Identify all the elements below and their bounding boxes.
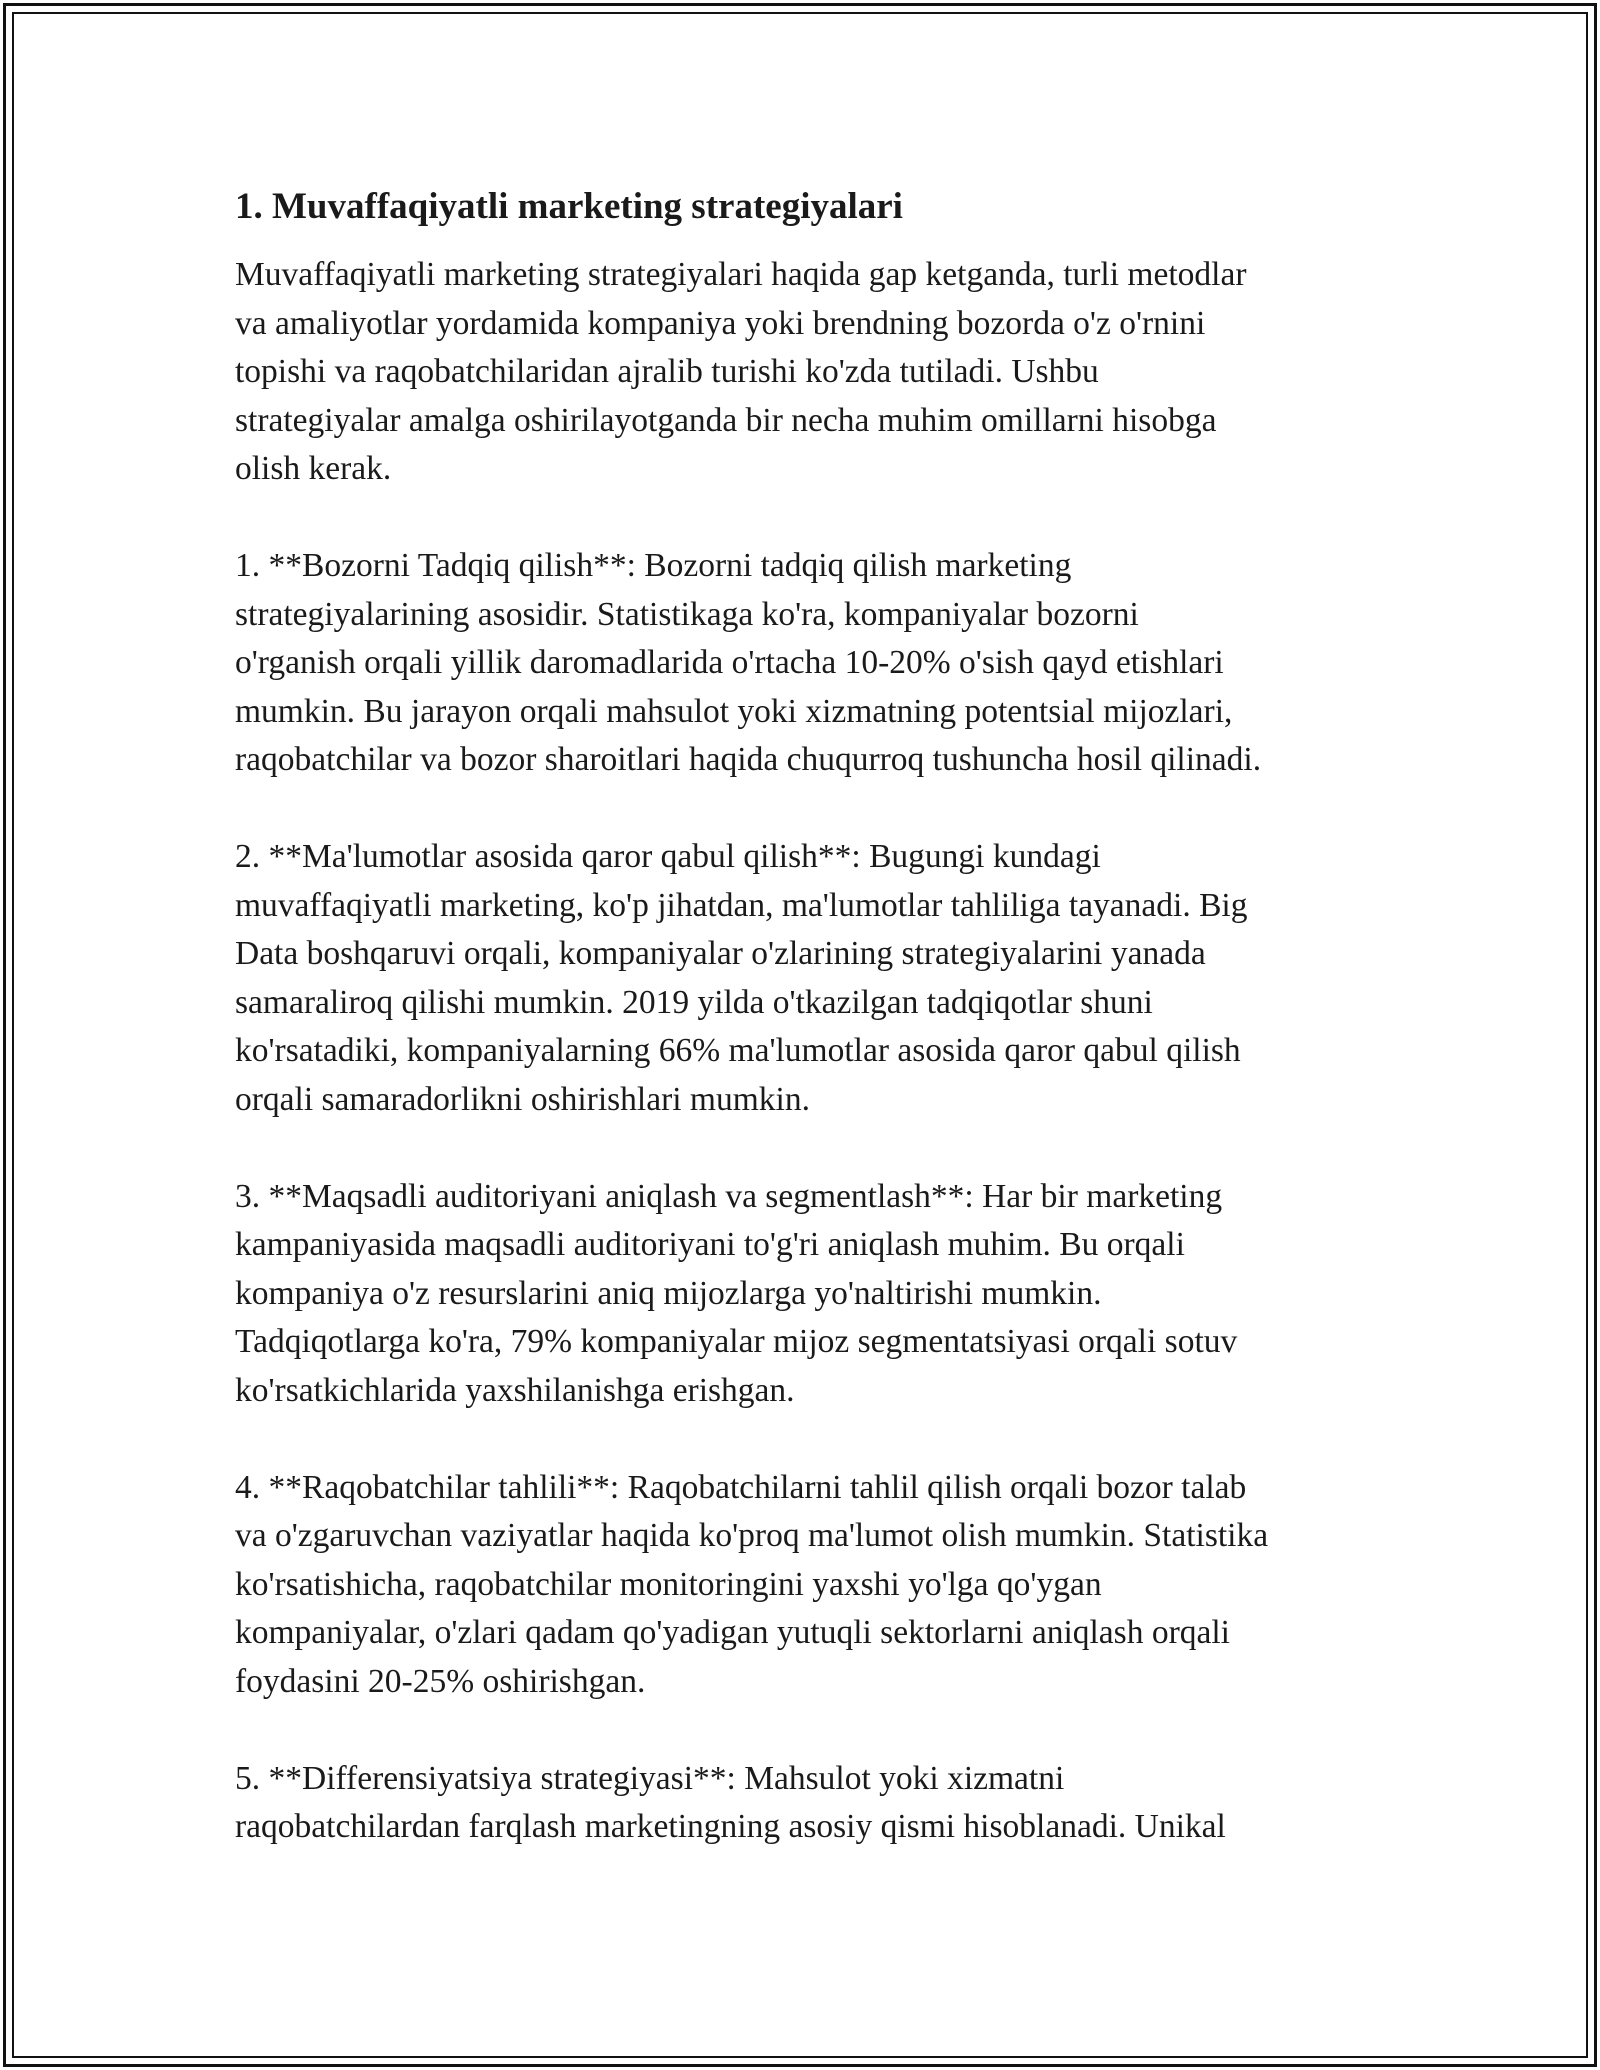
text-line: topishi va raqobatchilaridan ajralib turishi ko'zda tutiladi. Ushbu (235, 353, 1099, 390)
text-line: muvaffaqiyatli marketing, ko'p jihatdan, ma'lumotlar tahliliga tayanadi. Big (235, 886, 1248, 924)
text-line: 2. **Ma'lumotlar asosida qaror qabul qilish**: Bugungi kundagi (235, 838, 1101, 875)
paragraph-item-2 (235, 833, 1390, 1124)
text-line: strategiyalar amalga oshirilayotganda bir necha muhim omillarni hisobga (235, 401, 1217, 439)
text-line: 3. **Maqsadli auditoriyani aniqlash va segmentlash**: Har bir marketing (235, 1177, 1223, 1215)
text-line: kampaniyasida maqsadli auditoriyani to'g'ri aniqlash muhim. Bu orqali (235, 1226, 1185, 1263)
text-line: o'rganish orqali yillik daromadlarida o'rtacha 10-20% o'sish qayd etishlari (235, 644, 1224, 681)
text-line: foydasini 20-25% oshirishgan. (235, 1662, 646, 1700)
text-line: 5. **Differensiyatsiya strategiyasi**: Mahsulot yoki xizmatni (235, 1759, 1065, 1797)
text-line: kompaniya o'z resurslarini aniq mijozlarga yo'naltirishi mumkin. (235, 1274, 1102, 1312)
text-line: ko'rsatishicha, raqobatchilar monitoringini yaxshi yo'lga qo'ygan (235, 1565, 1102, 1603)
document-title: 1. Muvaffaqiyatli marketing strategiyalari (235, 186, 903, 227)
paragraph-intro (235, 251, 1390, 494)
text-line: raqobatchilar va bozor sharoitlari haqida chuqurroq tushuncha hosil qilinadi. (235, 741, 1262, 778)
text-line: va o'zgaruvchan vaziyatlar haqida ko'proq ma'lumot olish mumkin. Statistika (235, 1517, 1269, 1554)
text-line: samaraliroq qilishi mumkin. 2019 yilda o'tkazilgan tadqiqotlar shuni (235, 983, 1153, 1021)
text-line: Data boshqaruvi orqali, kompaniyalar o'zlarining strategiyalarini yanada (235, 935, 1206, 972)
paragraph-item-1 (235, 542, 1390, 785)
document-body (235, 183, 1390, 1900)
paragraph-item-4 (235, 1464, 1390, 1707)
text-line: ko'rsatkichlarida yaxshilanishga erishgan. (235, 1371, 795, 1409)
text-line: va amaliyotlar yordamida kompaniya yoki brendning bozorda o'z o'rnini (235, 304, 1206, 342)
text-line: 1. **Bozorni Tadqiq qilish**: Bozorni tadqiq qilish marketing (235, 547, 1072, 584)
text-line: raqobatchilardan farqlash marketingning asosiy qismi hisoblanadi. Unikal (235, 1808, 1226, 1845)
text-line: strategiyalarining asosidir. Statistikaga ko'ra, kompaniyalar bozorni (235, 595, 1139, 633)
text-line: Tadqiqotlarga ko'ra, 79% kompaniyalar mijoz segmentatsiyasi orqali sotuv (235, 1323, 1238, 1360)
paragraph-item-5 (235, 1755, 1390, 1852)
text-line: mumkin. Bu jarayon orqali mahsulot yoki xizmatning potentsial mijozlari, (235, 692, 1233, 730)
paragraph-item-3 (235, 1173, 1390, 1416)
text-line: ko'rsatadiki, kompaniyalarning 66% ma'lumotlar asosida qaror qabul qilish (235, 1032, 1241, 1069)
text-line: olish kerak. (235, 450, 392, 487)
text-line: orqali samaradorlikni oshirishlari mumkin. (235, 1080, 810, 1118)
text-line: 4. **Raqobatchilar tahlili**: Raqobatchilarni tahlil qilish orqali bozor talab (235, 1468, 1247, 1506)
text-line: kompaniyalar, o'zlari qadam qo'yadigan yutuqli sektorlarni aniqlash orqali (235, 1614, 1230, 1651)
text-line: Muvaffaqiyatli marketing strategiyalari haqida gap ketganda, turli metodlar (235, 256, 1247, 293)
